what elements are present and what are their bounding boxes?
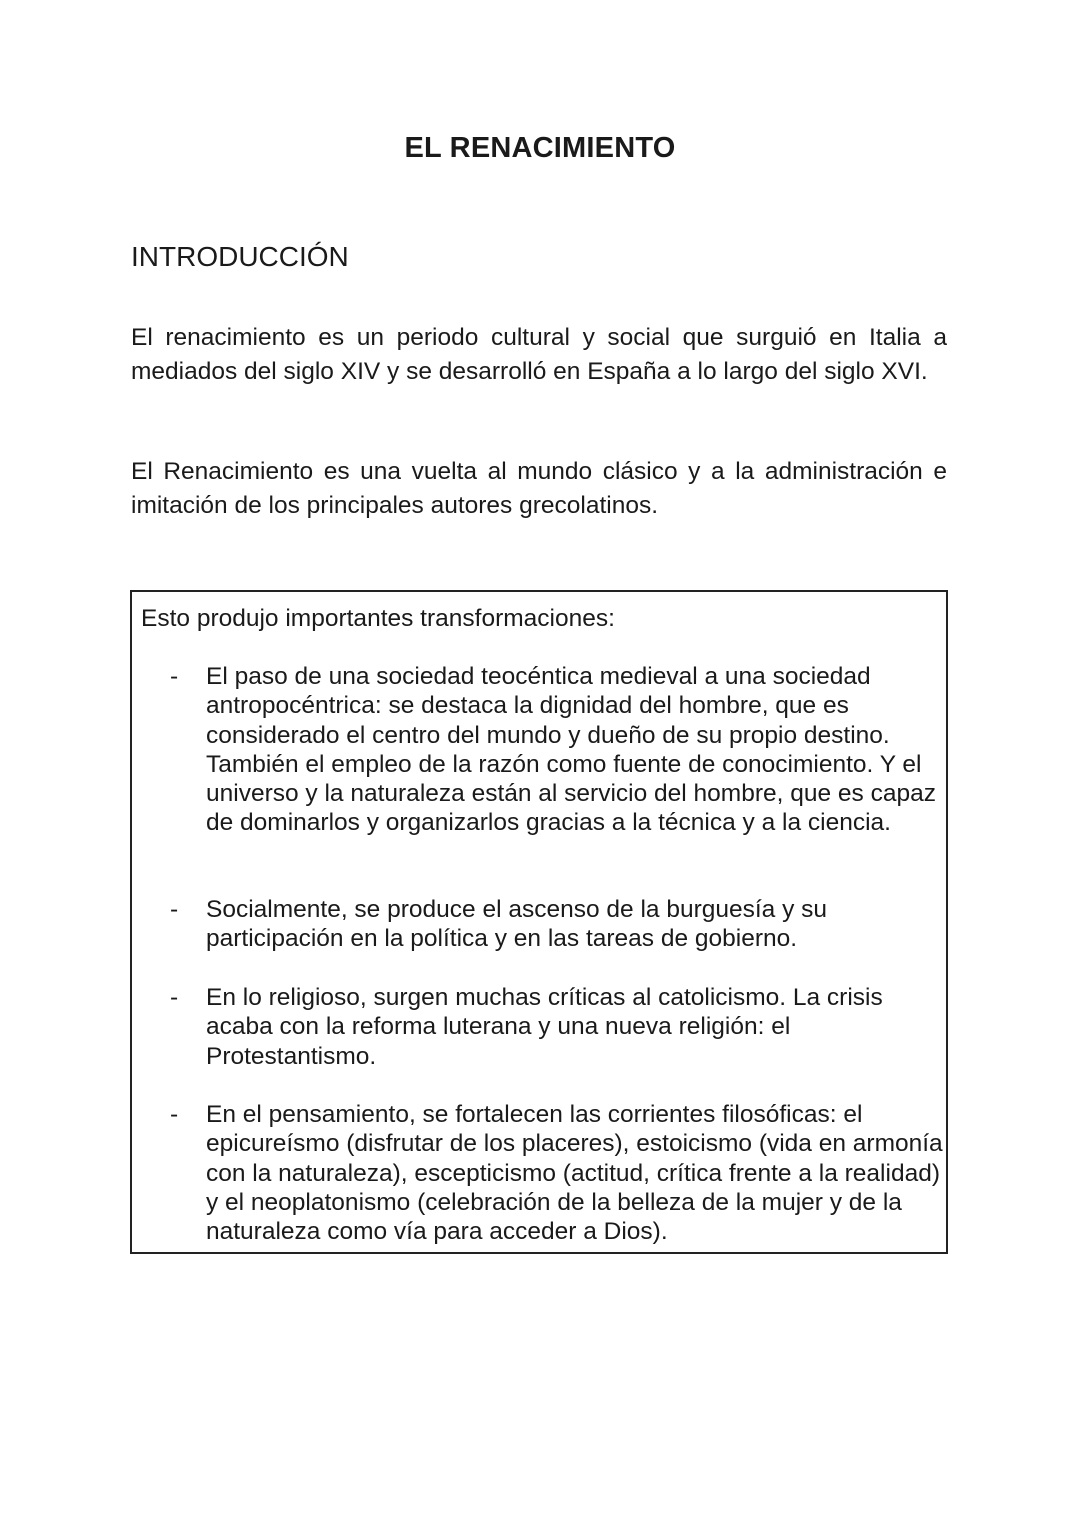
section-heading-introduccion: INTRODUCCIÓN <box>131 241 349 272</box>
bullet-dash: - <box>170 1101 179 1128</box>
bullet-dash: - <box>170 663 179 690</box>
page-title: EL RENACIMIENTO <box>404 132 676 164</box>
intro-paragraph-2: El Renacimiento es una vuelta al mundo clásico y a la administración e imitación de los principales autores grecolatinos. <box>131 458 947 519</box>
list-item-text: Socialmente, se produce el ascenso de la burguesía y su participación en la política y en las tareas de gobierno. <box>206 896 828 953</box>
list-item-text: El paso de una sociedad teocéntica medieval a una sociedad antropocéntrica: se destaca la dignidad del hombre, que es considerado el centro del mundo y dueño de su propio destino. También el empleo de la razón como fuente de conocimiento. Y el universo y la naturaleza están al servicio del hombre, que es capaz de dominarlos y organizarlos gracias a la técnica y a la ciencia. <box>206 663 936 837</box>
list-item-text: En lo religioso, surgen muchas críticas al catolicismo. La crisis acaba con la reforma luterana y una nueva religión: el Protestantismo. <box>206 984 883 1070</box>
box-intro-text: Esto produjo importantes transformaciones: <box>141 605 615 632</box>
intro-paragraph-1: El renacimiento es un periodo cultural y social que surguió en Italia a mediados del siglo XIV y se desarrolló en España a lo largo del siglo XVI. <box>131 324 947 385</box>
bullet-dash: - <box>170 896 179 923</box>
bullet-dash: - <box>170 984 179 1011</box>
transformations-box <box>130 590 948 1254</box>
list-item-text: En el pensamiento, se fortalecen las corrientes filosóficas: el epicureísmo (disfrutar de los placeres), estoicismo (vida en armonía con la naturaleza), escepticismo (actitud, crítica frente a la realidad) y el neoplatonismo (celebración de la belleza de la mujer y de la naturaleza como vía para acceder a Dios). <box>206 1101 943 1246</box>
